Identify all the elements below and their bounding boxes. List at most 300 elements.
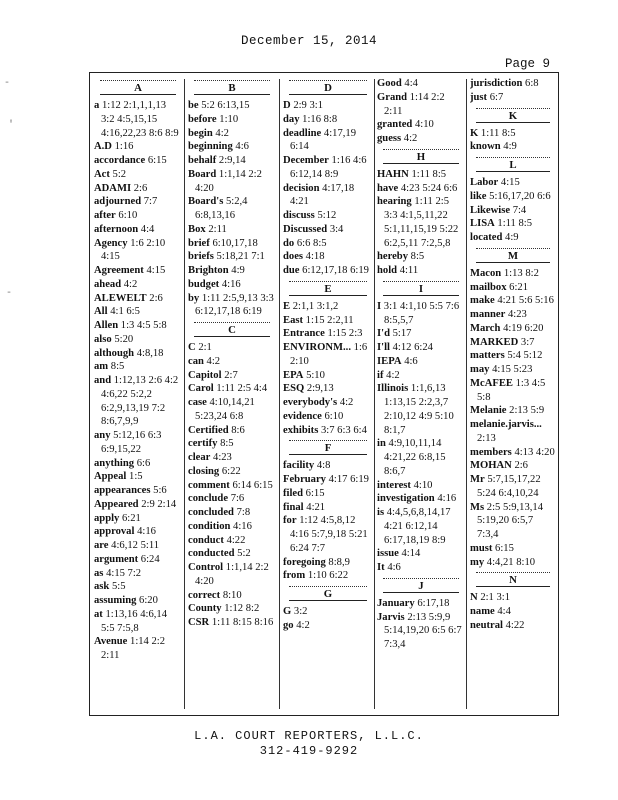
- index-entry: [283, 473, 373, 487]
- index-term: melanie.jarvis...: [470, 419, 542, 430]
- index-entry: [94, 580, 182, 594]
- index-term: briefs: [188, 251, 214, 263]
- index-entry: [94, 457, 182, 471]
- index-entry: [188, 195, 276, 223]
- page-line-refs: 4:10: [413, 479, 433, 491]
- index-entry: [377, 492, 465, 506]
- index-entry: [377, 118, 465, 132]
- index-entry: [94, 484, 182, 498]
- page-line-refs: 2:9,13: [306, 383, 334, 395]
- index-column: [94, 77, 182, 711]
- index-entry: [94, 209, 182, 223]
- index-column: [377, 77, 465, 711]
- page-line-refs: 2:7: [224, 369, 238, 381]
- page-line-refs: 6:21: [509, 281, 528, 293]
- index-term: EPA: [283, 369, 304, 381]
- page-line-refs: 4:2: [386, 369, 400, 381]
- index-entry: [188, 99, 276, 113]
- page-line-refs: 1:15 2:3: [327, 328, 363, 340]
- index-term: Melanie: [470, 405, 507, 417]
- page-line-refs: 1:10 6:22: [307, 570, 349, 582]
- section-heading: K: [476, 108, 550, 123]
- index-entry: [94, 498, 182, 512]
- index-entry: [283, 264, 373, 278]
- page-line-refs: 4:6: [387, 562, 401, 573]
- index-entry: [188, 140, 276, 154]
- page-line-refs: 6:24: [140, 553, 160, 565]
- index-entry: [283, 237, 373, 251]
- section-heading: C: [194, 322, 270, 337]
- index-entry: [377, 355, 465, 369]
- page-line-refs: 4:2: [339, 397, 354, 408]
- page-line-refs: 2:1: [198, 342, 212, 353]
- index-term: Appeal: [94, 471, 127, 483]
- page-number: Page 9: [505, 57, 551, 71]
- page-line-refs: 1:12 4:5,8,12 4:16 5:7,9,18 5:21 6:24 7:7: [290, 515, 368, 554]
- page-line-refs: 6:12,17,18 6:19: [302, 265, 369, 276]
- index-term: case: [188, 397, 207, 408]
- page-line-refs: 6:17,18: [417, 597, 450, 609]
- index-term: go: [283, 619, 294, 631]
- footer-phone: 312-419-9292: [259, 744, 359, 758]
- section-heading: I: [383, 281, 459, 296]
- page-line-refs: 2:5 5:9,13,14 5:19,20 6:5,7 7:3,4: [477, 501, 543, 540]
- index-entry: [94, 264, 182, 278]
- page-line-refs: 4:9,10,11,14 4:21,22 6:8,15 8:6,7: [384, 438, 446, 477]
- page-line-refs: 1:14 2:2 2:11: [384, 91, 445, 117]
- index-term: certify: [188, 438, 218, 450]
- page-line-refs: 1:11 2:5 4:4: [216, 383, 268, 395]
- index-term: ESQ: [283, 383, 305, 395]
- index-term: be: [188, 100, 199, 111]
- index-entry: [94, 305, 182, 319]
- header-date: December 15, 2014: [240, 34, 378, 48]
- index-term: Labor: [470, 177, 499, 188]
- page-line-refs: 5:2,4 6:8,13,16: [195, 196, 248, 221]
- index-entry: [188, 547, 276, 561]
- index-term: beginning: [188, 141, 233, 153]
- index-entry: [470, 308, 556, 322]
- page-line-refs: 6:10: [118, 210, 138, 221]
- page-line-refs: 6:10: [324, 410, 344, 422]
- index-term: decision: [283, 182, 320, 194]
- page-line-refs: 4:17,19 6:14: [290, 127, 356, 153]
- page-line-refs: 6:7: [489, 91, 504, 103]
- page-line-refs: 4:2: [206, 355, 221, 367]
- page-line-refs: 7:8: [236, 507, 251, 518]
- index-term: conduct: [188, 534, 224, 546]
- index-term: A.D: [94, 141, 112, 153]
- index-entry: [188, 534, 276, 548]
- page-line-refs: 4:2: [403, 133, 418, 144]
- index-term: like: [470, 190, 487, 202]
- index-entry: [94, 237, 182, 265]
- column-divider: [279, 79, 280, 709]
- index-entry: [470, 190, 556, 204]
- page-line-refs: 1:11 2:5,9,13 3:3 6:12,17,18 6:19: [195, 292, 274, 318]
- index-entry: [283, 300, 373, 314]
- section-heading: E: [289, 281, 367, 296]
- index-entry: [377, 250, 465, 264]
- page-line-refs: 4:4: [404, 78, 418, 89]
- index-entry: [377, 561, 465, 575]
- index-entry: [377, 369, 465, 383]
- index-entry: [470, 176, 556, 190]
- index-entry: [94, 319, 182, 333]
- index-term: mailbox: [470, 281, 507, 293]
- index-entry: [377, 479, 465, 493]
- index-term: have: [377, 182, 399, 194]
- footer-company: L.A. COURT REPORTERS, L.L.C.: [194, 729, 424, 743]
- index-entry: [377, 300, 465, 328]
- index-term: MARKED: [470, 336, 519, 348]
- page-line-refs: 1:11 2:5 3:3 4:1,5,11,22 5:1,11,15,19 5:22 6:2,5,11 7:2,5,8: [384, 196, 459, 249]
- index-entry: [283, 487, 373, 501]
- page-line-refs: 2:6: [149, 292, 163, 304]
- index-term: Agency: [94, 237, 128, 249]
- index-entry: [94, 553, 182, 567]
- page-line-refs: 4:6: [235, 141, 249, 153]
- page-line-refs: 5:2: [237, 548, 251, 560]
- index-term: located: [470, 232, 503, 243]
- index-entry: [94, 374, 182, 429]
- page-line-refs: 5:2 6:13,15: [201, 100, 250, 111]
- page-line-refs: 4:2: [123, 278, 138, 290]
- index-entry: [470, 77, 556, 91]
- index-term: Capitol: [188, 369, 222, 381]
- index-entry: [283, 327, 373, 341]
- margin-mark: ': [8, 120, 15, 131]
- index-term: does: [283, 251, 304, 263]
- page-line-refs: 4:12 6:24: [392, 342, 433, 353]
- index-term: I'll: [377, 342, 390, 353]
- margin-mark: -: [6, 288, 13, 299]
- index-term: just: [470, 91, 488, 103]
- section-heading: H: [383, 149, 459, 164]
- index-term: Brighton: [188, 265, 229, 276]
- index-term: N: [470, 592, 478, 604]
- page-line-refs: 4:19 6:20: [503, 322, 544, 334]
- index-entry: [283, 113, 373, 127]
- section-heading: J: [383, 578, 459, 593]
- index-entry: [377, 597, 465, 611]
- page-line-refs: 2:9 2:14: [141, 498, 177, 510]
- index-entry: [377, 132, 465, 146]
- page-line-refs: 4:14: [401, 548, 421, 560]
- index-entry: [470, 501, 556, 542]
- page-line-refs: 1:6 2:10 4:15: [101, 237, 166, 263]
- page-line-refs: 5:18,21 7:1: [216, 251, 265, 263]
- column-divider: [374, 79, 375, 709]
- index-entry: [188, 355, 276, 369]
- index-entry: [470, 140, 556, 154]
- index-term: in: [377, 438, 386, 450]
- index-term: evidence: [283, 410, 322, 422]
- index-term: at: [94, 608, 103, 620]
- index-column: [188, 77, 276, 711]
- page-line-refs: 1:14 2:2 2:11: [101, 636, 166, 661]
- index-entry: [188, 264, 276, 278]
- page-line-refs: 3:7: [520, 336, 535, 348]
- index-term: due: [283, 265, 300, 276]
- page-line-refs: 6:6 8:5: [296, 237, 327, 249]
- index-term: Entrance: [283, 328, 325, 340]
- page-line-refs: 2:6: [133, 182, 148, 194]
- index-term: G: [283, 606, 292, 617]
- index-term: C: [188, 342, 196, 353]
- page-line-refs: 4:8: [316, 460, 331, 472]
- index-entry: [94, 608, 182, 636]
- index-term: concluded: [188, 507, 234, 518]
- index-term: January: [377, 597, 415, 609]
- index-term: may: [470, 364, 490, 375]
- index-term: comment: [188, 479, 230, 491]
- index-entry: [188, 561, 276, 589]
- index-entry: [283, 569, 373, 583]
- page-line-refs: 4:6,12 5:11: [111, 540, 160, 551]
- index-entry: [283, 382, 373, 396]
- index-entry: [188, 382, 276, 396]
- index-term: behalf: [188, 155, 217, 166]
- index-term: Board: [188, 168, 217, 180]
- page-line-refs: 4:8,18: [136, 347, 164, 359]
- index-entry: [188, 520, 276, 534]
- index-term: closing: [188, 465, 220, 477]
- index-entry: [94, 360, 182, 374]
- index-term: discuss: [283, 210, 315, 221]
- index-term: Agreement: [94, 265, 144, 276]
- index-term: Illinois: [377, 383, 409, 395]
- index-term: condition: [188, 520, 231, 532]
- page-line-refs: 6:22: [221, 465, 241, 477]
- index-entry: [188, 154, 276, 168]
- index-entry: [377, 91, 465, 119]
- page-line-refs: 7:4: [512, 204, 527, 216]
- index-entry: [94, 333, 182, 347]
- index-entry: [188, 589, 276, 603]
- index-term: HAHN: [377, 168, 409, 180]
- index-term: E: [283, 300, 291, 312]
- index-term: accordance: [94, 155, 146, 166]
- page-line-refs: 6:15: [305, 487, 325, 499]
- index-term: Appeared: [94, 498, 139, 510]
- page-line-refs: 2:11: [208, 223, 227, 235]
- index-entry: [470, 204, 556, 218]
- page-line-refs: 1:5: [129, 471, 143, 483]
- index-entry: [470, 336, 556, 350]
- section-heading: A: [100, 80, 176, 95]
- page-line-refs: 3:4: [329, 223, 344, 235]
- index-term: also: [94, 333, 112, 345]
- page-line-refs: 2:9 3:1: [293, 100, 324, 111]
- index-term: conclude: [188, 493, 229, 505]
- index-entry: [283, 396, 373, 410]
- index-term: from: [283, 570, 306, 582]
- page-line-refs: 6:21: [121, 512, 141, 524]
- page-line-refs: 1:3 4:5 5:8: [477, 377, 546, 403]
- page-line-refs: 5:20: [114, 333, 134, 345]
- page-line-refs: 1:11 8:15 8:16: [211, 617, 274, 628]
- page-line-refs: 4:15 7:2: [106, 567, 142, 579]
- index-term: IEPA: [377, 355, 402, 367]
- index-term: before: [188, 113, 217, 125]
- index-term: by: [188, 292, 200, 304]
- index-term: my: [470, 556, 485, 568]
- page-line-refs: 6:20: [139, 595, 158, 606]
- page-line-refs: 3:2: [293, 606, 308, 617]
- page-line-refs: 6:15: [495, 542, 514, 554]
- index-column: [470, 77, 556, 711]
- index-term: neutral: [470, 619, 503, 631]
- index-entry: [188, 341, 276, 355]
- index-entry: [377, 195, 465, 250]
- index-entry: [470, 349, 556, 363]
- page-line-refs: 4:17 6:19: [328, 474, 369, 485]
- index-entry: [188, 451, 276, 465]
- page-line-refs: 1:1,6,13 1:13,15 2:2,3,7 2:10,12 4:9 5:10 8:1,7: [384, 383, 454, 436]
- index-term: approval: [94, 526, 135, 538]
- section-heading: L: [476, 157, 550, 172]
- index-entry: [283, 410, 373, 424]
- page-line-refs: 4:16: [233, 520, 252, 532]
- index-term: ADAMI: [94, 182, 132, 194]
- index-entry: [377, 264, 465, 278]
- index-entry: [188, 506, 276, 520]
- index-column: [283, 77, 373, 711]
- index-entry: [377, 77, 465, 91]
- index-term: Macon: [470, 267, 502, 279]
- index-term: everybody's: [283, 397, 338, 408]
- index-term: foregoing: [283, 556, 326, 568]
- index-entry: [188, 278, 276, 292]
- index-entry: [470, 459, 556, 473]
- page-line-refs: 4:2: [215, 127, 229, 139]
- index-entry: [188, 292, 276, 320]
- index-entry: [470, 473, 556, 501]
- index-term: guess: [377, 133, 402, 144]
- index-entry: [283, 314, 373, 328]
- index-term: granted: [377, 119, 413, 131]
- page-line-refs: 1:1,14 2:2 4:20: [195, 168, 262, 194]
- index-term: exhibits: [283, 424, 319, 436]
- index-entry: [470, 418, 556, 446]
- index-term: Ms: [470, 501, 485, 513]
- page-line-refs: 6:6: [136, 457, 151, 469]
- page-line-refs: 1:12 2:1,1,1,13 3:2 4:5,15,15 4:16,22,23 8:6 8:9: [101, 100, 179, 139]
- page-line-refs: 2:6: [514, 460, 528, 472]
- index-term: March: [470, 322, 501, 334]
- page-line-refs: 6:15: [147, 155, 167, 166]
- index-term: Board's: [188, 196, 224, 208]
- index-entry: [283, 514, 373, 555]
- page-line-refs: 8:5: [110, 361, 125, 373]
- page-line-refs: 4:4,21 8:10: [486, 556, 536, 568]
- index-entry: [377, 182, 465, 196]
- page-line-refs: 6:8: [525, 78, 539, 89]
- index-entry: [94, 278, 182, 292]
- page-line-refs: 4:16: [437, 493, 457, 505]
- index-entry: [94, 182, 182, 196]
- index-term: conducted: [188, 548, 235, 560]
- page-line-refs: 1:12 8:2: [224, 603, 260, 615]
- index-entry: [283, 605, 373, 619]
- index-entry: [377, 382, 465, 437]
- index-entry: [283, 209, 373, 223]
- index-term: day: [283, 113, 300, 125]
- page-line-refs: 7:7: [143, 196, 158, 208]
- index-term: Good: [377, 78, 402, 89]
- page-line-refs: 1:13 8:2: [503, 267, 539, 279]
- page-line-refs: 5:6: [153, 485, 167, 496]
- word-index-box: [89, 72, 559, 716]
- index-entry: [470, 231, 556, 245]
- page-line-refs: 4:9: [503, 141, 517, 153]
- index-term: ask: [94, 581, 110, 593]
- index-entry: [377, 327, 465, 341]
- index-term: jurisdiction: [470, 78, 523, 89]
- index-entry: [94, 140, 182, 154]
- page-line-refs: 4:2: [296, 619, 310, 631]
- page-line-refs: 4:23: [507, 309, 527, 320]
- index-term: interest: [377, 479, 411, 491]
- index-term: filed: [283, 487, 304, 499]
- index-term: ENVIRONM...: [283, 342, 351, 353]
- page-line-refs: 4:10,14,21 5:23,24 6:8: [195, 397, 255, 422]
- section-heading: M: [476, 248, 550, 263]
- index-entry: [94, 195, 182, 209]
- index-entry: [377, 168, 465, 182]
- page-line-refs: 4:6: [404, 355, 418, 367]
- index-term: LISA: [470, 218, 495, 230]
- page-line-refs: 5:12: [317, 210, 337, 221]
- index-term: clear: [188, 452, 211, 463]
- section-heading: B: [194, 80, 270, 95]
- page-line-refs: 5:10: [306, 369, 325, 381]
- index-entry: [470, 127, 556, 141]
- index-term: deadline: [283, 127, 322, 139]
- index-term: make: [470, 295, 495, 307]
- page-line-refs: 8:5: [220, 438, 234, 450]
- index-term: Allen: [94, 320, 119, 331]
- index-term: am: [94, 361, 109, 373]
- section-heading: G: [289, 586, 367, 601]
- index-term: February: [283, 474, 326, 485]
- page-line-refs: 2:13 5:9: [509, 405, 545, 417]
- index-entry: [188, 396, 276, 424]
- index-term: can: [188, 355, 204, 367]
- index-entry: [283, 459, 373, 473]
- page-line-refs: 1:11 8:5: [411, 168, 447, 180]
- index-entry: [283, 223, 373, 237]
- index-entry: [94, 525, 182, 539]
- index-entry: [188, 616, 276, 630]
- index-term: brief: [188, 237, 210, 249]
- page-line-refs: 2:13 5:9,9 5:14,19,20 6:5 6:7 7:3,4: [384, 611, 462, 650]
- index-entry: [94, 470, 182, 484]
- index-entry: [470, 322, 556, 336]
- index-term: as: [94, 567, 104, 579]
- index-term: budget: [188, 278, 220, 290]
- index-term: Likewise: [470, 204, 511, 216]
- page-line-refs: 4:4: [140, 223, 155, 235]
- page-line-refs: 4:4,5,6,8,14,17 4:21 6:12,14 6:17,18,19 8:9: [384, 507, 451, 546]
- index-entry: [470, 605, 556, 619]
- index-entry: [470, 294, 556, 308]
- index-term: anything: [94, 457, 135, 469]
- index-entry: [94, 347, 182, 361]
- index-term: and: [94, 375, 112, 386]
- index-term: Control: [188, 562, 224, 573]
